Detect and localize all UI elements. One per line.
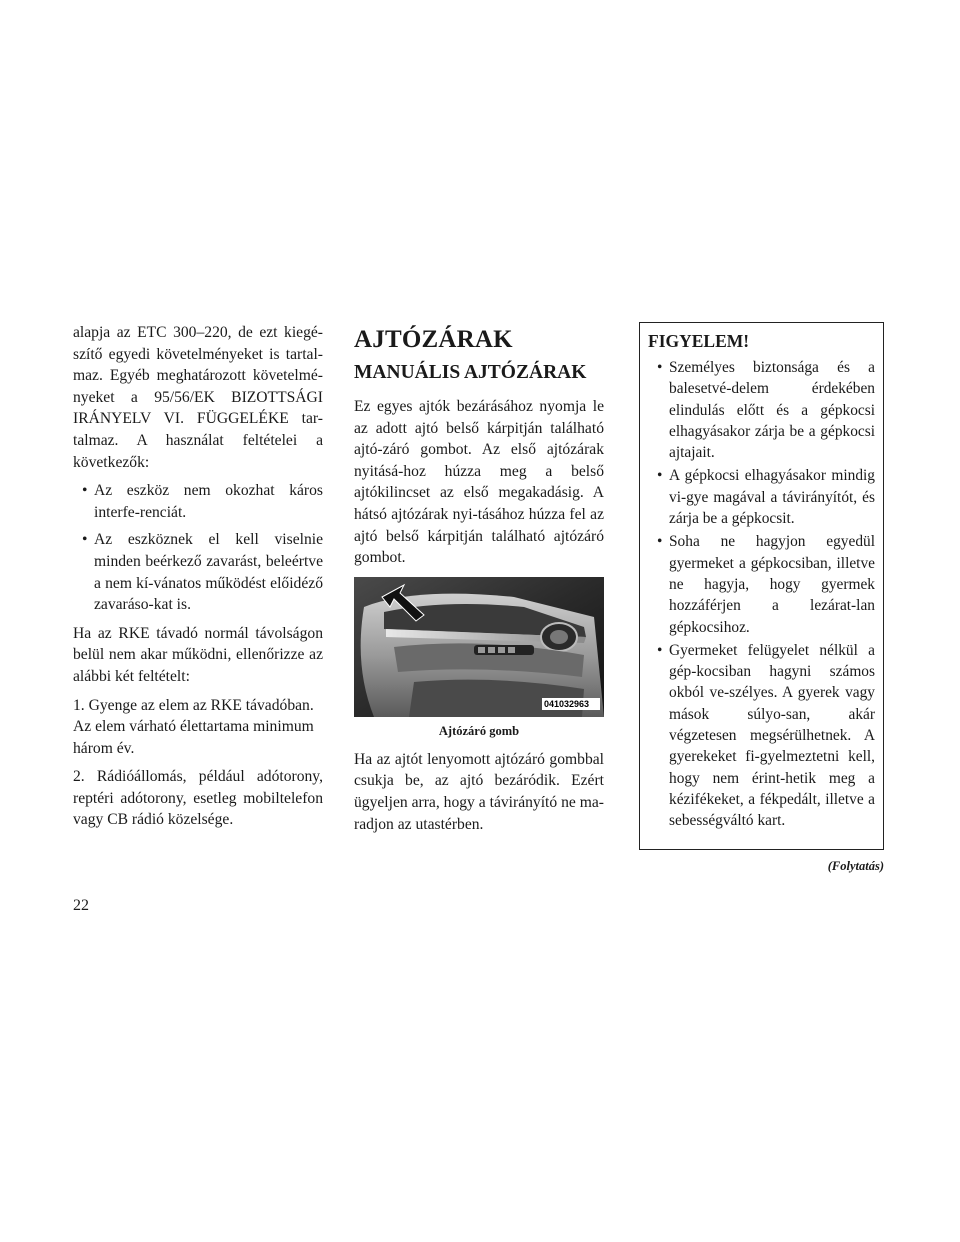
warning-title: FIGYELEM!: [648, 331, 750, 351]
bullet-icon: •: [657, 533, 663, 551]
door-panel-image: [354, 577, 604, 717]
numbered-item-1: 1. Gyenge az elem az RKE távadóban. Az elem várható élettartama minimum három év.: [73, 696, 314, 757]
middle-column: [354, 322, 604, 842]
bullet-icon: •: [657, 359, 663, 376]
rke-paragraph: Ha az RKE távadó normál távolságon belül nem akar működni, ellenőrizze az alábbi két feltételt:: [73, 624, 323, 685]
list-item: • Az eszköz nem okozhat káros interfe-renciát.: [82, 482, 323, 521]
figure-code: 041032963: [544, 698, 590, 709]
warning-box: [639, 322, 884, 850]
bullet-icon: •: [82, 482, 88, 500]
door-lock-figure: [354, 577, 604, 717]
intro-paragraph: alapja az ETC 300–220, de ezt kiegé-szítő egyedi követelményeket is tartal-maz. Egyéb meghatározott követelmé-nyeket a 95/56/EK BIZOTTSÁGI IRÁNYELV VI. FÜGGELÉKE tar-talmaz. A használat feltételei a következők:: [73, 324, 323, 471]
bullet-icon: •: [657, 467, 663, 485]
list-item: • A gépkocsi elhagyásakor mindig vi-gye magával a távirányítót, és zárja be a gépkocsit.: [657, 467, 875, 528]
page-number: 22: [73, 897, 89, 914]
list-item: • Gyermeket felügyelet nélkül a gép-kocsiban hagyni számos okból ve-szélyes. A gyerek vagy mások súlyo-san, akár végzetesen megsérülhetnek. A gyerekeket fi-gyelmeztetni kell, hogy nem érint-hetik meg a kézifékeket, a fékpedált, illetve a sebességváltó kart.: [657, 641, 875, 830]
right-column: [639, 322, 884, 874]
numbered-item-2: 2. Rádióállomás, például adótorony, reptéri adótorony, esetleg mobiltelefon vagy CB rádió közelsége.: [73, 768, 323, 829]
section-subtitle: MANUÁLIS AJTÓZÁRAK: [354, 362, 587, 383]
interference-list: [73, 480, 323, 616]
continued-label: (Folytatás): [827, 858, 884, 873]
list-item: • Soha ne hagyjon egyedül gyermeket a gépkocsiban, illetve ne hagyja, hogy gyermek hozzáférjen a lezárat-lan gépkocsihoz.: [657, 533, 875, 636]
section-title: AJTÓZÁRAK: [354, 326, 513, 353]
list-item: • Az eszköznek el kell viselnie minden beérkező zavarást, beleértve a nem kí-vánatos működést előidéző zavaráso-kat is.: [82, 531, 323, 614]
left-column: [73, 322, 323, 838]
lock-close-paragraph: Ha az ajtót lenyomott ajtózáró gombbal csukja be, az ajtó bezáródik. Ezért ügyeljen arra, hogy a távirányító ne ma-radjon az utastérben.: [354, 750, 604, 833]
bullet-icon: •: [657, 641, 663, 659]
list-item: • Személyes biztonsága és a balesetvé-delem érdekében elindulás előtt és a gépkocsi elhagyásakor zárja be a gépkocsi ajtajait.: [657, 359, 875, 462]
bullet-icon: •: [82, 531, 88, 549]
warning-list: [648, 357, 875, 832]
manual-locks-paragraph: Ez egyes ajtók bezárásához nyomja le az adott ajtó belső kárpitján található ajtó-záró gombot. Az első ajtózárak nyitásá-hoz húzza meg a belső ajtókilincset az első megakadásig. A hátsó ajtózárak nyi-tásához húzza fel az ajtó belső kárpitján található ajtózáró gombot.: [354, 398, 604, 567]
figure-caption: Ajtózáró gomb: [438, 723, 520, 738]
